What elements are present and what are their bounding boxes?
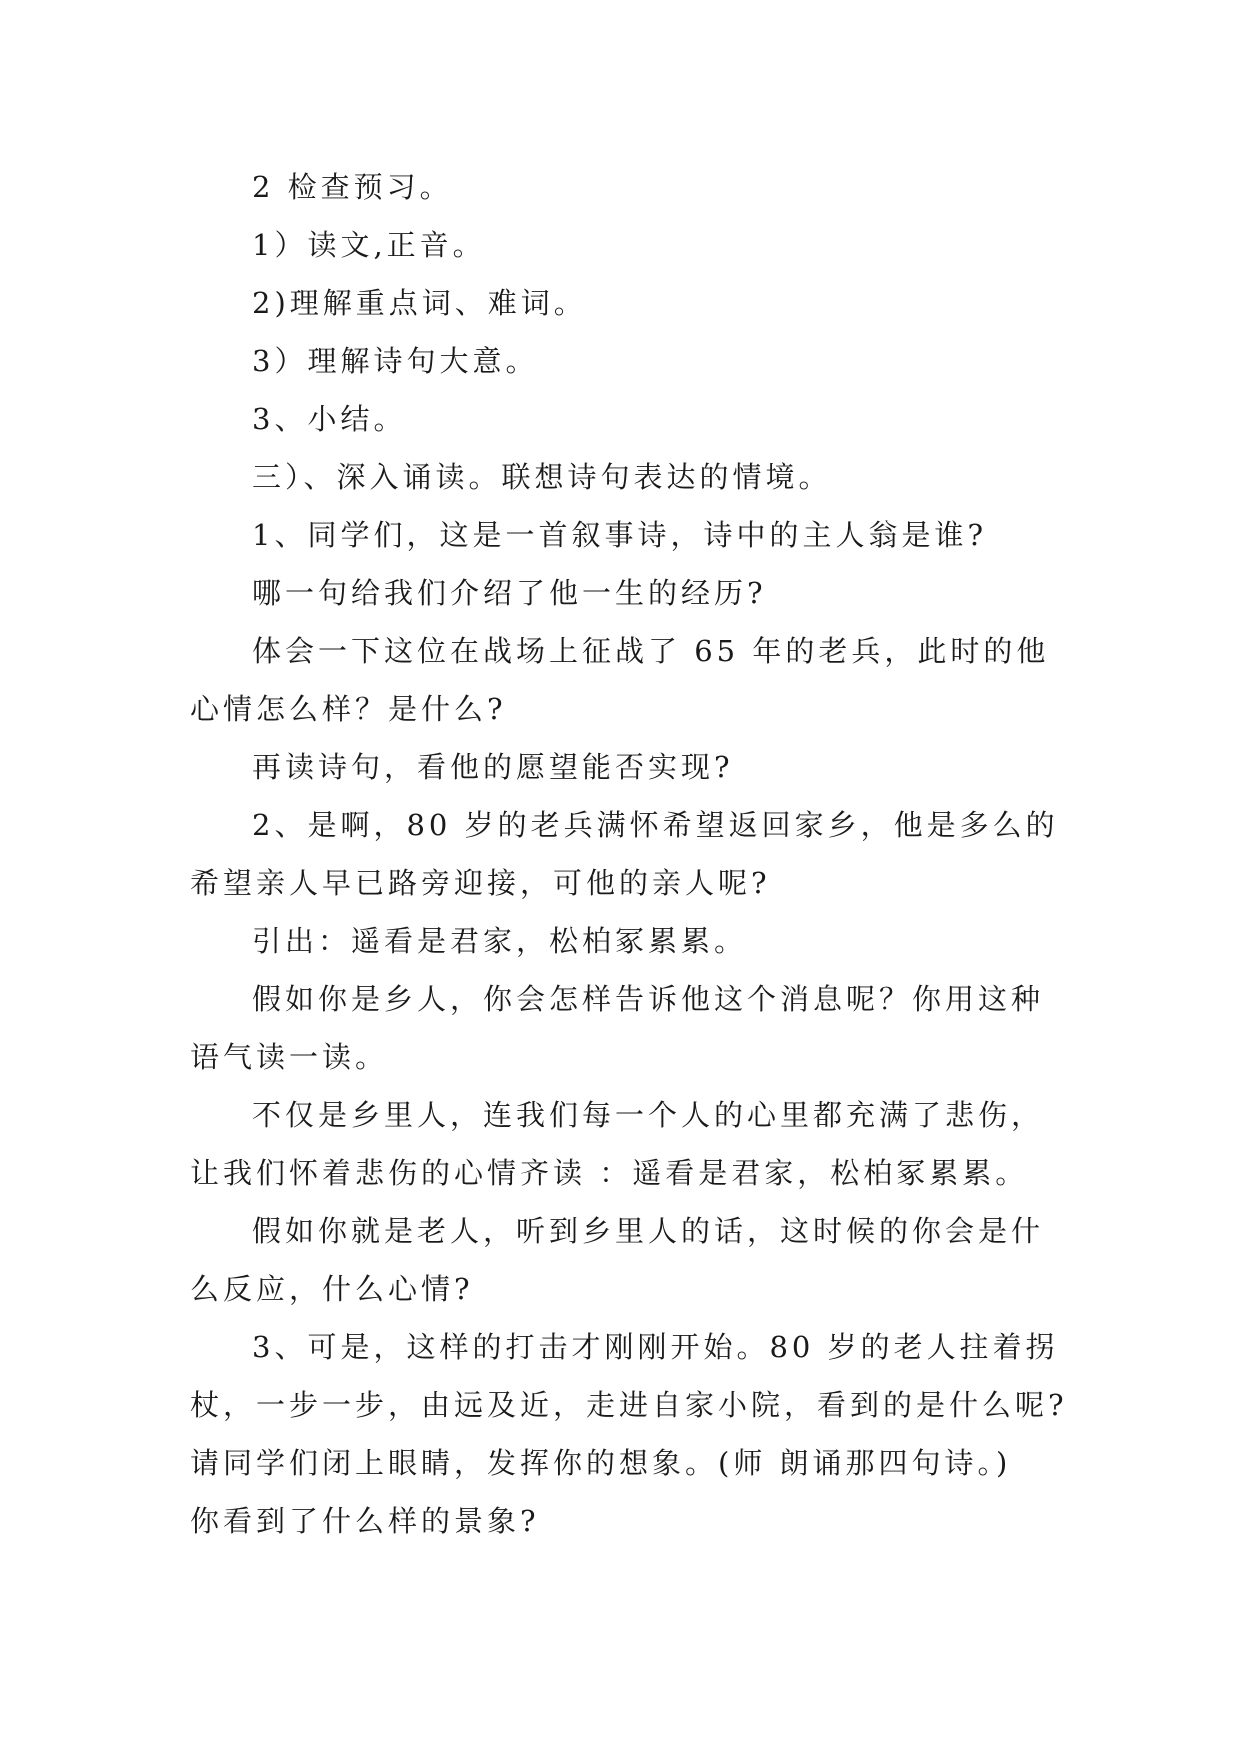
section-heading: 三）、深入诵读。联想诗句表达的情境。 bbox=[252, 460, 832, 494]
text-line: 引出：遥看是君家，松柏冢累累。 bbox=[252, 924, 748, 958]
text-line: 体会一下这位在战场上征战了 65 年的老兵，此时的他 bbox=[252, 634, 1050, 668]
document-body bbox=[190, 158, 1068, 1550]
text-line: 2、是啊，80 岁的老兵满怀希望返回家乡，他是多么的 bbox=[252, 808, 1059, 842]
text-line: 3、可是，这样的打击才刚刚开始。80 岁的老人拄着拐 bbox=[252, 1330, 1059, 1364]
text-line: 杖，一步一步，由远及近，走进自家小院，看到的是什么呢? bbox=[190, 1388, 1068, 1422]
text-line: 再读诗句，看他的愿望能否实现? bbox=[252, 750, 734, 784]
text-line: 3）理解诗句大意。 bbox=[252, 344, 539, 378]
text-line: 么反应，什么心情? bbox=[190, 1272, 474, 1306]
text-line: 假如你是乡人，你会怎样告诉他这个消息呢？你用这种 bbox=[252, 982, 1045, 1016]
text-line: 2)理解重点词、难词。 bbox=[252, 286, 587, 320]
text-line: 2 检查预习。 bbox=[252, 170, 453, 204]
text-line: 希望亲人早已路旁迎接，可他的亲人呢? bbox=[190, 866, 771, 900]
text-line: 让我们怀着悲伤的心情齐读 ：遥看是君家，松柏冢累累。 bbox=[190, 1156, 1029, 1190]
text-line: 你看到了什么样的景象? bbox=[190, 1504, 540, 1538]
text-line: 语气读一读。 bbox=[190, 1040, 389, 1074]
text-line: 哪一句给我们介绍了他一生的经历? bbox=[252, 576, 767, 610]
text-line: 3、小结。 bbox=[252, 402, 407, 436]
text-line: 1、同学们，这是一首叙事诗，诗中的主人翁是谁? bbox=[252, 518, 987, 552]
text-line: 请同学们闭上眼睛，发挥你的想象。(师 朗诵那四句诗。) bbox=[190, 1446, 1012, 1480]
text-line: 不仅是乡里人，连我们每一个人的心里都充满了悲伤， bbox=[252, 1098, 1045, 1132]
text-line: 心情怎么样？是什么? bbox=[190, 692, 507, 726]
text-line: 1）读文,正音。 bbox=[252, 228, 486, 262]
text-line: 假如你就是老人，听到乡里人的话，这时候的你会是什 bbox=[252, 1214, 1045, 1248]
